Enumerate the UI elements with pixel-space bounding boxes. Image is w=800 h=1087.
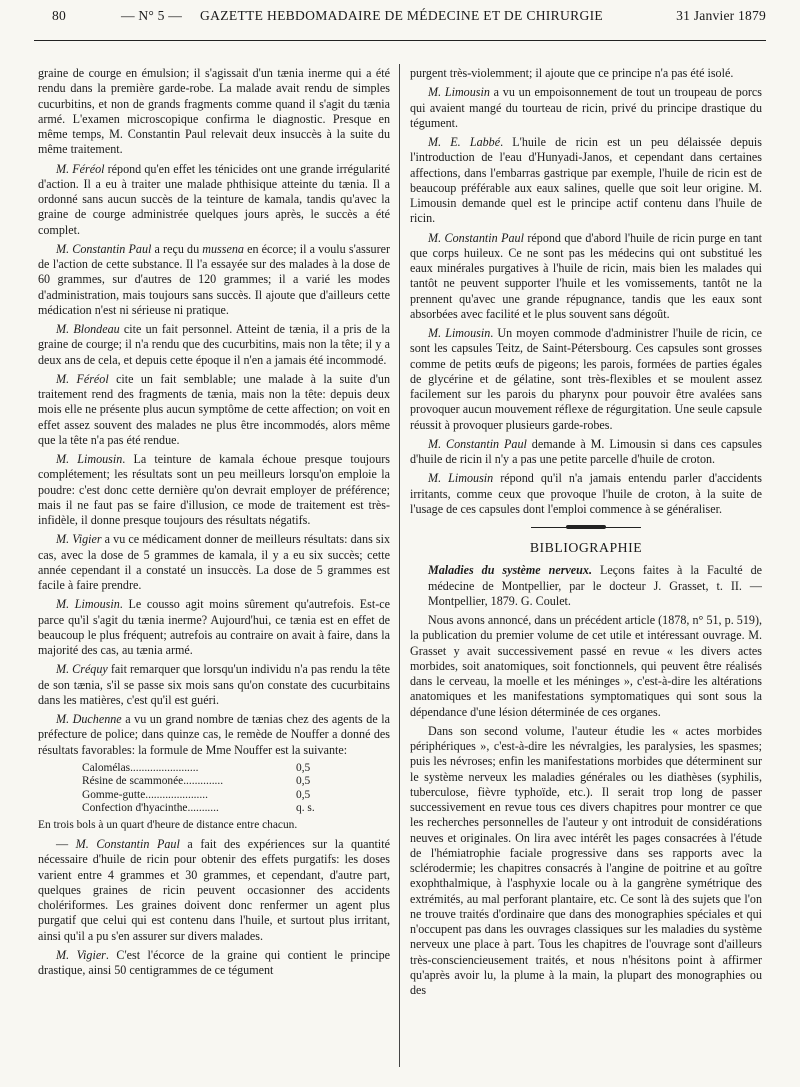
paragraph: [38, 837, 390, 944]
formula-row: [82, 762, 315, 776]
page-header: [34, 8, 766, 58]
formula-row: [82, 802, 315, 816]
formula-note: En trois bols à un quart d'heure de distance entre chacun.: [38, 818, 298, 831]
paragraph: [410, 471, 762, 517]
paragraph-text: a vu ce médicament donner de meilleurs résultats: dans six cas, avec la dose de 5 grammes de kamala, il y a eu six succès; cette année cependant il a constaté un insuccès. La dose de 5 grammes est facile à faire prendre.: [38, 532, 390, 592]
paragraph-text: cite un fait semblable; une malade à la suite d'un traitement rend des fragments de tænia, mais non la tête: depuis deux mois elle ne présente plus aucun symptôme de cette affection; on voit en effet assez souvent des malades ne plus être incommodés, alors même que la tête n'a pas été rendue.: [38, 371, 390, 447]
left-column: [38, 66, 390, 1067]
paragraph: [410, 437, 762, 468]
dash-prefix: —: [56, 837, 76, 851]
speaker-name: M. Féréol: [56, 371, 109, 386]
speaker-name: M. E. Labbé: [428, 135, 501, 149]
paragraph: [38, 712, 390, 758]
speaker-name: M. Constantin Paul: [56, 241, 152, 256]
speaker-name: M. Constantin Paul: [75, 837, 180, 851]
section-separator: [531, 525, 641, 530]
paragraph-text: . Un moyen commode d'administrer l'huile de ricin, ce sont les capsules Teitz, de Saint-Pétersbourg. Ces capsules sont grosses comme de petits œufs de pigeons; les parois, formées de parties égales de glycérine et de gélatine, sont très-flexibles et se moulent assez facilement sur les parois du pharynx pour pouvoir être avalées sans provoquer aucun mouvement réflexe de régurgitation. Une seule capsule réussit à provoquer plusieurs garde-robes.: [410, 326, 762, 432]
issue-date: 31 Janvier 1879: [676, 8, 766, 23]
paragraph: Nous avons annoncé, dans un précédent article (1878, n° 51, p. 519), la publication du premier volume de cet utile et intéressant ouvrage. M. Grasset y avait successivement passé en revue « les divers actes morbides, soit anatomiques, soit fonctionnels, qui peuvent être réalisés dans le cerveau, la moelle et les méninges », c'est-à-dire les altérations anatomiques et les manifestations symptomatiques qui sont sous la dépendance d'une lésion déterminée de ces organes.: [410, 613, 762, 719]
paragraph-text: répond qu'il n'a jamais entendu parler d'accidents irritants, comme ceux que provoque l'huile de croton, à la suite de l'usage de ces capsules dont l'emploi commence à se généraliser.: [410, 471, 762, 516]
section-title: BIBLIOGRAPHIE: [529, 540, 643, 555]
speaker-name: M. Limousin: [428, 85, 490, 100]
speaker-name: M. Limousin: [428, 471, 494, 486]
paragraph: Dans son second volume, l'auteur étudie les « actes morbides périphériques », c'est-à-dire les névralgies, les paralysies, les spasmes; puis les névroses; enfin les manifestations morbides que déterminent sur le système nerveux les maladies générales ou les diathèses (syphilis, tuberculose, fièvre typhoïde, etc.). Il serait trop long de passer successivement en revue tous ces divers chapitres pour montrer ce que les recherches personnelles de l'auteur y ont introduit de considérations neuves et originales. On lira avec intérêt les pages consacrées à l'étude de l'hémiatrophie faciale progressive dans ses rapports avec la sclérodermie; les chapitres consacrés à l'angine de poitrine et au goître exophthalmique, à l'asphyxie locale ou à la gangrène symétrique des extrémités, au mal perforant plantaire, etc. Ce sont là des sujets que l'on ne trouve traités d'ordinaire que dans des monographies spéciales et qui n'occupent pas dans les ouvrages classiques sur les maladies du système nerveux une place à part. Tous les chapitres de l'ouvrage sont d'ailleurs très-consciencieusement traités, et nous n'hésitons point à affirmer qu'après avoir lu, la plume à la main, la plupart des monographies ou des: [410, 723, 762, 997]
speaker-name: M. Créquy: [56, 662, 108, 677]
paragraph-text: . La teinture de kamala échoue presque toujours complétement; les résultats sont un peu meilleurs lorsqu'on emploie la poudre: c'est donc cette dernière qu'on devrait employer de préférence; mais il ne faut pas se faire d'illusion, ce mode de traitement est très-infidèle, il donne presque toujours des résultats négatifs.: [38, 452, 390, 527]
column-divider: [399, 64, 400, 1067]
paragraph-text: répond que d'abord l'huile de ricin purge en tant que corps huileux. Ce ne sont pas les médecins qui ont substitué les eaux minérales purgatives à l'huile de ricin, mais bien les malades qui tantôt ne peuvent supporter l'huile et les vomissements, tantôt ne la prennent qu'avec une grande répugnance, tandis que les eaux sont absorbées avec facilité et le plus souvent sans dégoût.: [410, 230, 762, 321]
paragraph: [38, 597, 390, 658]
paragraph: graine de courge en émulsion; il s'agissait d'un tænia inerme qui a été rendu dans la première garde-robe. La malade avait rendu de simples cucurbitins, et non de grands fragments comme quand il s'agit du tænia armé. L'examen microscopique confirma le diagnostic. Presque en même temps, M. Constantin Paul relevait deux insuccès à la suite du même traitement.: [38, 66, 390, 157]
speaker-name: M. Vigier: [56, 532, 102, 547]
paragraph-text: demande à M. Limousin si dans ces capsules d'huile de ricin il n'y a pas une petite parcelle d'huile de croton.: [410, 436, 762, 466]
speaker-name: M. Constantin Paul: [428, 230, 524, 245]
page-number: 80: [52, 8, 66, 23]
paragraph-text: a vu un empoisonnement de tout un troupeau de porcs qui avaient mangé du tourteau de ricin, privé du principe drastique du tégument.: [410, 85, 762, 130]
paragraph: [410, 85, 762, 131]
paragraph: [38, 532, 390, 593]
paragraph-text: . C'est l'écorce de la graine qui contient le principe drastique, ainsi 50 centigrammes de ce tégument: [38, 947, 390, 977]
paragraph: [38, 948, 390, 979]
right-column: [410, 66, 762, 1067]
paragraph-text: a reçu du: [151, 241, 203, 256]
italic-term: mussena: [202, 241, 244, 256]
paragraph: [38, 452, 390, 528]
speaker-name: M. Constantin Paul: [428, 436, 527, 451]
paragraph-text: en écorce; il a voulu s'assurer de l'action de cette substance. Il l'a essayée sur des malades à la dose de 60 grammes, sur d'autres de 120 grammes; il a varié les modes d'administration, mais toujours sans succès. Il ajoute que d'ailleurs cette médication n'est ni sérieuse ni pratique.: [38, 241, 390, 317]
paragraph: [410, 231, 762, 323]
paragraph: [38, 372, 390, 448]
issue-number: — N° 5 —: [121, 8, 183, 23]
formula-row: [82, 775, 315, 789]
ingredient-name: Gomme-gutte......................: [82, 788, 208, 801]
ingredient-quantity: 0,5: [296, 775, 311, 788]
ingredient-name: Confection d'hyacinthe...........: [82, 802, 219, 815]
speaker-name: M. Limousin: [428, 326, 491, 340]
formula-table: [82, 762, 315, 816]
speaker-name: M. Duchenne: [56, 712, 122, 726]
speaker-name: M. Féréol: [56, 161, 105, 176]
paragraph-text: . L'huile de ricin est un peu délaissée depuis l'introduction de l'eau d'Hunyadi-Janos, et cependant dans certaines affections, dans l'embarras gastrique par exemple, l'huile de ricin est de beaucoup préférable aux eaux salines, quelle que soit leur origine. M. Limousin demande quel est le principe actif contenu dans l'huile de ricin.: [410, 135, 762, 226]
paragraph: [410, 135, 762, 227]
bibliography-entry: [410, 563, 762, 609]
ingredient-quantity: 0,5: [296, 788, 311, 801]
paragraph-text: répond qu'en effet les ténicides ont une grande irrégularité d'action. Il a eu à traiter une malade phthisique atteinte du tænia. Il a ordonné sans aucun succès de la teinture de kamala, tandis qu'avec la graine de courge administrée quelques jours après, le succès a été complet.: [38, 161, 390, 237]
ingredient-name: Calomélas........................: [82, 761, 199, 774]
paragraph: [38, 662, 390, 708]
paragraph: [38, 162, 390, 238]
paragraph: [38, 322, 390, 368]
paragraph: [410, 326, 762, 433]
ingredient-quantity: q. s.: [296, 802, 315, 815]
book-details: Leçons faites à la Faculté de médecine de Montpellier, par le docteur J. Grasset, t. II. — Montpellier, 1879. G. Coulet.: [428, 563, 762, 608]
speaker-name: M. Limousin: [56, 597, 120, 612]
paragraph: [38, 242, 390, 318]
book-title: Maladies du système nerveux.: [428, 563, 592, 578]
ingredient-name: Résine de scammonée..............: [82, 775, 224, 788]
paragraph-text: cite un fait personnel. Atteint de tænia, il a pris de la graine de courge; il n'a rendu que des cucurbitins, mais non la tête; il y a deux ans de cela, et depuis cette époque il n'en a jamais été incommodé.: [38, 322, 390, 367]
speaker-name: M. Blondeau: [56, 322, 120, 336]
paragraph-text: . Le cousso agit moins sûrement qu'autrefois. Est-ce parce qu'il s'agit du tænia inerme? Aujourd'hui, ce tænia est en effet de beaucoup le plus fréquent; autrefois au contraire on avait à faire, dans la majorité des cas, au tænia armé.: [38, 597, 390, 657]
paragraph-text: a vu un grand nombre de tænias chez des agents de la préfecture de police; dans quinze cas, le remède de Nouffer a donné des résultats favorables: la formule de Mme Nouffer est la suivante:: [38, 712, 390, 757]
journal-title: GAZETTE HEBDOMADAIRE DE MÉDECINE ET DE CHIRURGIE: [200, 8, 604, 23]
ingredient-quantity: 0,5: [296, 761, 311, 774]
paragraph-text: a fait des expériences sur la quantité nécessaire d'huile de ricin pour obtenir des effets purgatifs: les doses varient entre 4 grammes et 30 grammes, et cependant, d'autre part, quelques graines de ricin peuvent occasionner des accidents cholériformes. Les graines doivent donc renfermer un agent plus purgatif que celui qui est contenu dans l'huile, et surtout plus irritant, ainsi qu'il a pu s'en assurer sur divers malades.: [38, 837, 390, 943]
paragraph: purgent très-violemment; il ajoute que ce principe n'a pas été isolé.: [410, 66, 734, 80]
header-rule: [34, 40, 766, 41]
paragraph-text: fait remarquer que lorsqu'un individu n'a pas rendu la tête de son tænia, s'il se passe six mois sans qu'on constate des cucurbitains dans les matières, c'est qu'il est guéri.: [38, 662, 390, 707]
speaker-name: M. Limousin: [56, 452, 123, 466]
formula-row: [82, 789, 315, 803]
speaker-name: M. Vigier: [56, 947, 106, 962]
